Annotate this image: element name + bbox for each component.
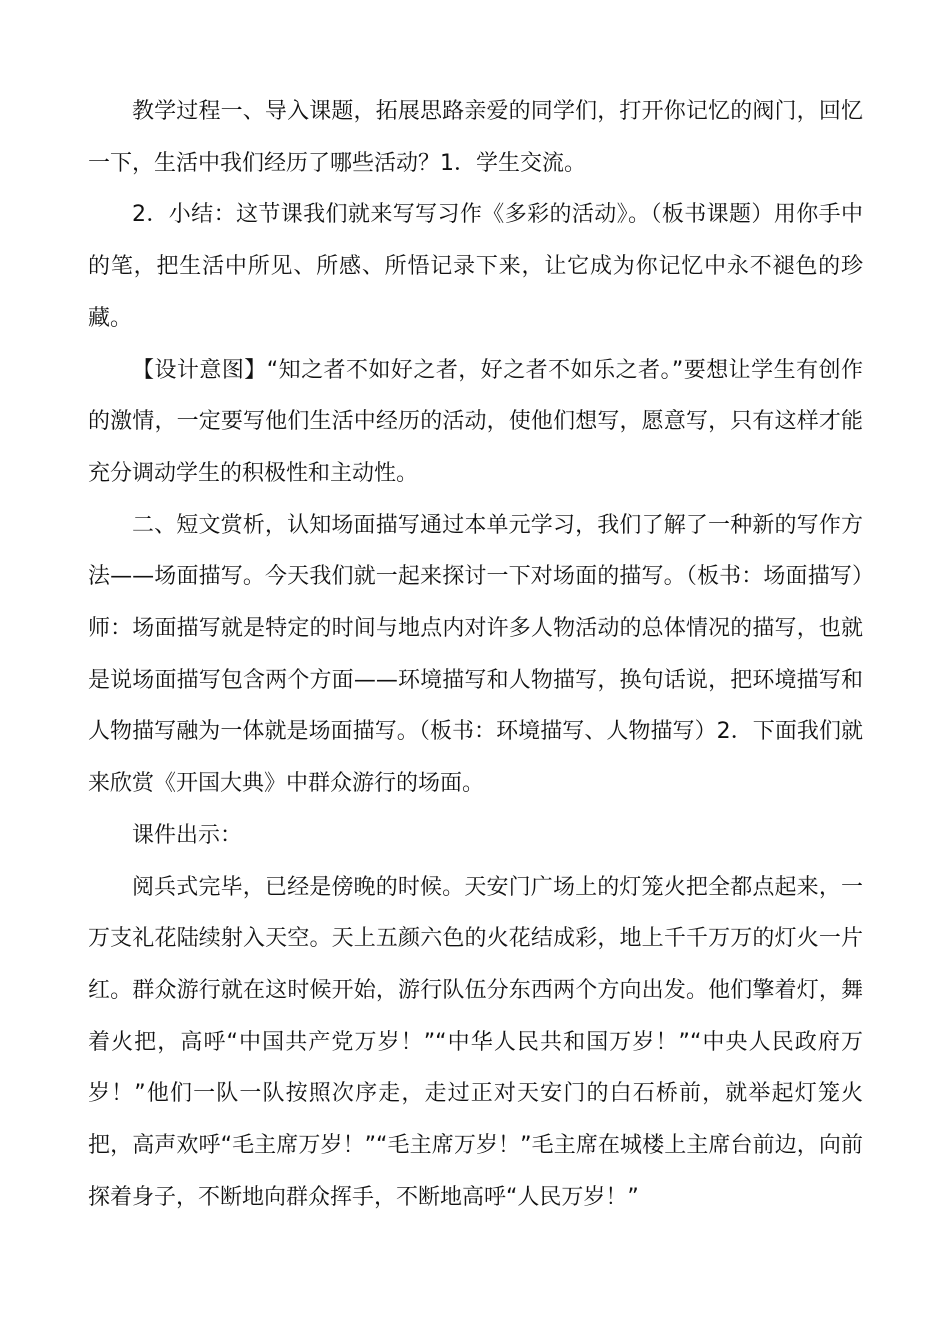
paragraph-courseware: 课件出示：	[132, 822, 243, 848]
paragraph-scene-description: 二、短文赏析，认知场面描写通过本单元学习，我们了解了一种新的写作方法——场面描写。今天我们就一起来探讨一下对场面的描写。（板书：场面描写）师：场面描写就是特定的时间与地点内对许多人物活动的总体情况的描写，也就是说场面描写包含两个方面——环境描写和人物描写，换句话说，把环境描写和人物描写融为一体就是场面描写。（板书：环境描写、人物描写）2．下面我们就来欣赏《开国大典》中群众游行的场面。	[88, 512, 863, 797]
paragraph-design-intent: 【设计意图】“知之者不如好之者，好之者不如乐之者。”要想让学生有创作的激情，一定要写他们生活中经历的活动，使他们想写，愿意写，只有这样才能充分调动学生的积极性和主动性。	[88, 357, 863, 486]
paragraph-intro: 教学过程一、导入课题，拓展思路亲爱的同学们，打开你记忆的阀门，回忆一下，生活中我们经历了哪些活动？1．学生交流。	[88, 99, 863, 176]
paragraph-excerpt: 阅兵式完毕，已经是傍晚的时候。天安门广场上的灯笼火把全都点起来，一万支礼花陆续射入天空。天上五颜六色的火花结成彩，地上千千万万的灯火一片红。群众游行就在这时候开始，游行队伍分东西两个方向出发。他们擎着灯，舞着火把，高呼“中国共产党万岁！”“中华人民共和国万岁！”“中央人民政府万岁！”他们一队一队按照次序走，走过正对天安门的白石桥前，就举起灯笼火把，高声欢呼“毛主席万岁！”“毛主席万岁！”毛主席在城楼上主席台前边，向前探着身子，不断地向群众挥手，不断地高呼“人民万岁！”	[88, 874, 863, 1210]
paragraph-summary: 2．小结：这节课我们就来写写习作《多彩的活动》。（板书课题）用你手中的笔，把生活中所见、所感、所悟记录下来，让它成为你记忆中永不褪色的珍藏。	[88, 202, 863, 331]
document-page	[88, 86, 863, 1223]
